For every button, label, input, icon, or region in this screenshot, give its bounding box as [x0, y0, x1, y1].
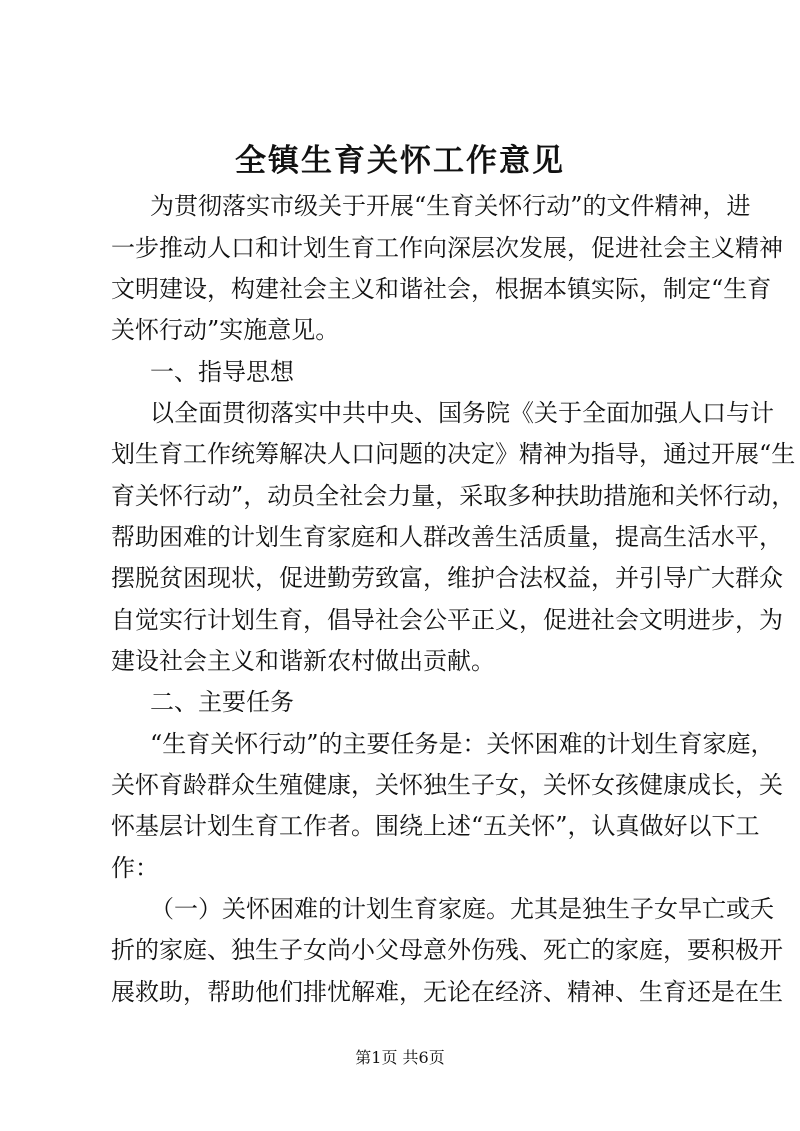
text-line: 自觉实行计划生育，倡导社会公平正义，促进社会文明进步，为	[111, 606, 783, 634]
text-line: 建设社会主义和谐新农村做出贡献。	[111, 647, 495, 675]
text-line: 摆脱贫困现状，促进勤劳致富，维护合法权益，并引导广大群众	[111, 564, 783, 592]
page-title: 全镇生育关怀工作意见	[235, 143, 565, 179]
text-line: 展救助，帮助他们排忧解难，无论在经济、精神、生育还是在生	[111, 978, 783, 1006]
text-line: 以全面贯彻落实中共中央、国务院《关于全面加强人口与计	[150, 399, 774, 427]
text-line: 折的家庭、独生子女尚小父母意外伤残、死亡的家庭，要积极开	[111, 936, 783, 964]
section-heading: 二、主要任务	[150, 688, 294, 716]
subsection-line: （一）关怀困难的计划生育家庭。尤其是独生子女早亡或夭	[150, 895, 774, 923]
text-line: 一步推动人口和计划生育工作向深层次发展，促进社会主义精神	[111, 234, 783, 262]
text-line: 作：	[111, 854, 159, 882]
text-line: 文明建设，构建社会主义和谐社会，根据本镇实际，制定“生育	[111, 275, 772, 303]
text-line: 帮助困难的计划生育家庭和人群改善生活质量，提高生活水平，	[111, 523, 783, 551]
section-heading: 一、指导思想	[150, 358, 294, 386]
text-line: 关怀育龄群众生殖健康，关怀独生子女，关怀女孩健康成长，关	[111, 771, 783, 799]
text-line: 为贯彻落实市级关于开展“生育关怀行动”的文件精神，进	[150, 192, 751, 220]
text-line: 育关怀行动”，动员全社会力量，采取多种扶助措施和关怀行动，	[111, 482, 796, 510]
text-line: 怀基层计划生育工作者。围绕上述“五关怀”，认真做好以下工	[111, 812, 760, 840]
text-line: 划生育工作统筹解决人口问题的决定》精神为指导，通过开展“生	[111, 440, 796, 468]
text-line: “生育关怀行动”的主要任务是：关怀困难的计划生育家庭，	[150, 730, 775, 758]
text-line: 关怀行动”实施意见。	[111, 316, 340, 344]
page-number-footer: 第1页 共6页	[355, 1048, 445, 1067]
